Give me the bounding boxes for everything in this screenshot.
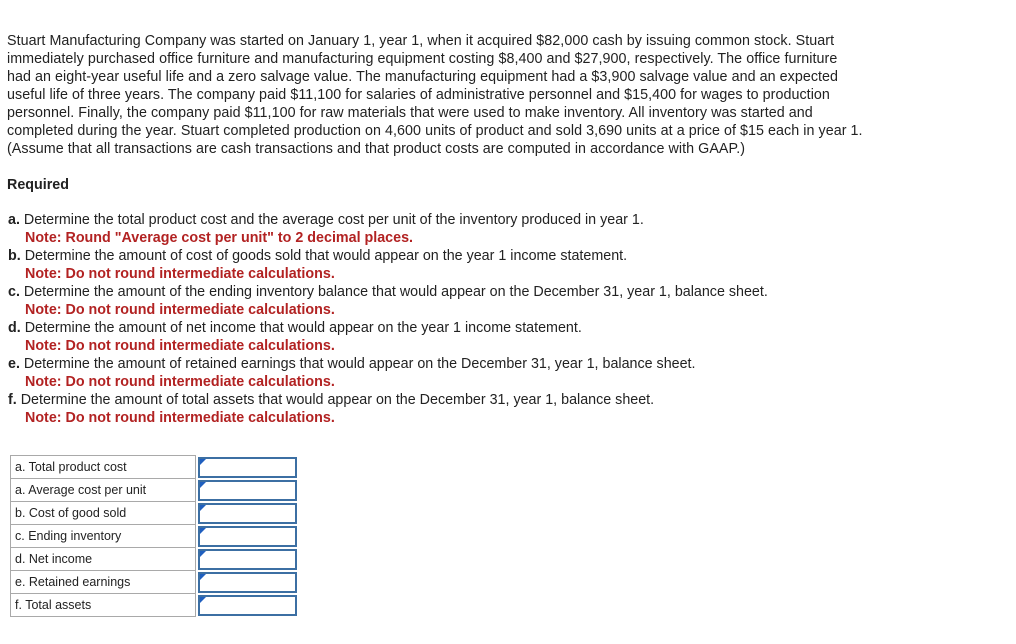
problem-line: immediately purchased office furniture and manufacturing equipment costing $8,400 and $27,900, respectively. The office furniture bbox=[7, 51, 838, 67]
requirements-list bbox=[8, 211, 1008, 427]
answer-label: b. Cost of good sold bbox=[11, 502, 196, 525]
requirement-a bbox=[8, 211, 1008, 247]
requirement-f bbox=[8, 391, 1008, 427]
requirement-d bbox=[8, 319, 1008, 355]
answer-label: f. Total assets bbox=[11, 594, 196, 617]
retained-earnings-input[interactable] bbox=[198, 572, 297, 593]
requirement-c bbox=[8, 283, 1008, 319]
problem-line: personnel. Finally, the company paid $11,100 for raw materials that were used to make inventory. All inventory was started and bbox=[7, 105, 813, 121]
requirement-note: Note: Do not round intermediate calculations. bbox=[25, 410, 335, 426]
ending-inventory-input[interactable] bbox=[198, 526, 297, 547]
problem-statement bbox=[7, 32, 1007, 158]
problem-line: Stuart Manufacturing Company was started on January 1, year 1, when it acquired $82,000 cash by issuing common stock. Stuart bbox=[7, 33, 835, 49]
total-assets-input[interactable] bbox=[198, 595, 297, 616]
requirement-letter: e. bbox=[8, 356, 20, 372]
answer-table bbox=[10, 455, 299, 617]
answer-row-cost-of-goods-sold bbox=[11, 502, 299, 525]
requirement-letter: a. bbox=[8, 212, 20, 228]
answer-row-average-cost-per-unit bbox=[11, 479, 299, 502]
answer-row-retained-earnings bbox=[11, 571, 299, 594]
answer-row-ending-inventory bbox=[11, 525, 299, 548]
cost-of-goods-sold-input[interactable] bbox=[198, 503, 297, 524]
answer-label: a. Total product cost bbox=[11, 456, 196, 479]
requirement-text: Determine the amount of the ending inventory balance that would appear on the December 31, year 1, balance sheet. bbox=[19, 284, 768, 300]
requirement-letter: b. bbox=[8, 248, 21, 264]
requirement-text: Determine the total product cost and the average cost per unit of the inventory produced in year 1. bbox=[19, 212, 644, 228]
requirement-letter: d. bbox=[8, 320, 21, 336]
problem-line: (Assume that all transactions are cash transactions and that product costs are computed in accordance with GAAP.) bbox=[7, 141, 746, 157]
requirement-text: Determine the amount of total assets that would appear on the December 31, year 1, balance sheet. bbox=[16, 392, 655, 408]
requirement-note: Note: Do not round intermediate calculations. bbox=[25, 302, 335, 318]
total-product-cost-input[interactable] bbox=[198, 457, 297, 478]
requirement-e bbox=[8, 355, 1008, 391]
requirement-note: Note: Do not round intermediate calculations. bbox=[25, 374, 335, 390]
answer-label: e. Retained earnings bbox=[11, 571, 196, 594]
requirement-note: Note: Do not round intermediate calculations. bbox=[25, 338, 335, 354]
requirement-letter: c. bbox=[8, 284, 20, 300]
requirement-letter: f. bbox=[8, 392, 17, 408]
average-cost-per-unit-input[interactable] bbox=[198, 480, 297, 501]
requirement-note: Note: Round "Average cost per unit" to 2 decimal places. bbox=[25, 230, 414, 246]
answer-row-total-assets bbox=[11, 594, 299, 617]
required-heading: Required bbox=[7, 177, 69, 193]
requirement-text: Determine the amount of retained earnings that would appear on the December 31, year 1, balance sheet. bbox=[19, 356, 696, 372]
requirement-note: Note: Do not round intermediate calculations. bbox=[25, 266, 335, 282]
problem-line: completed during the year. Stuart completed production on 4,600 units of product and sold 3,690 units at a price of $15 each in year 1. bbox=[7, 123, 863, 139]
answer-row-net-income bbox=[11, 548, 299, 571]
requirement-text: Determine the amount of cost of goods sold that would appear on the year 1 income statement. bbox=[20, 248, 628, 264]
net-income-input[interactable] bbox=[198, 549, 297, 570]
answer-row-total-product-cost bbox=[11, 456, 299, 479]
problem-line: useful life of three years. The company paid $11,100 for salaries of administrative personnel and $15,400 for wages to production bbox=[7, 87, 830, 103]
answer-label: c. Ending inventory bbox=[11, 525, 196, 548]
answer-label: d. Net income bbox=[11, 548, 196, 571]
requirement-b bbox=[8, 247, 1008, 283]
requirement-text: Determine the amount of net income that would appear on the year 1 income statement. bbox=[20, 320, 582, 336]
answer-label: a. Average cost per unit bbox=[11, 479, 196, 502]
problem-line: had an eight-year useful life and a zero salvage value. The manufacturing equipment had a $3,900 salvage value and an expected bbox=[7, 69, 839, 85]
